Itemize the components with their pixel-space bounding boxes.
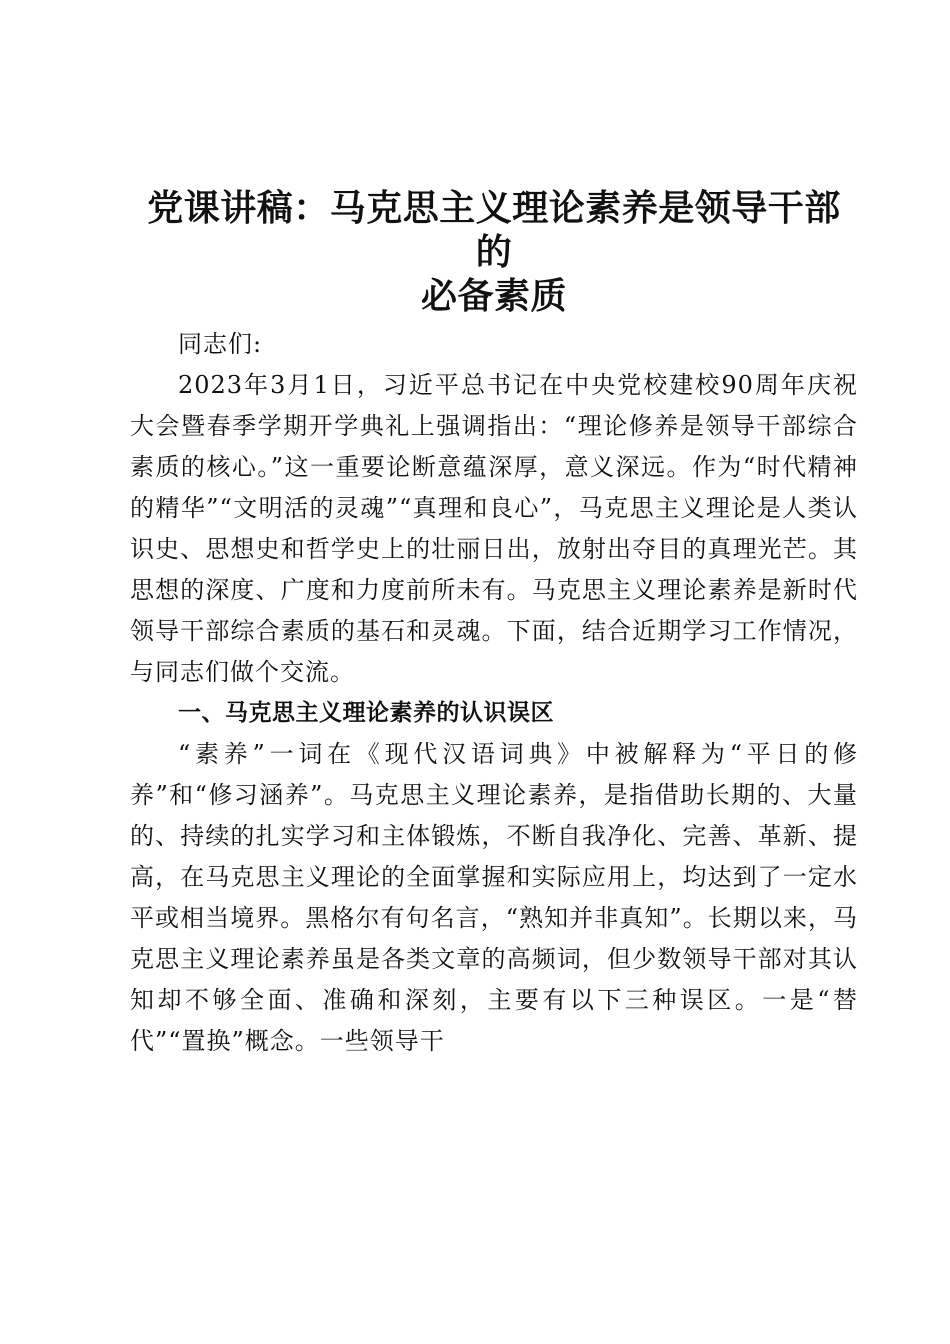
paragraph-section-1: “素养”一词在《现代汉语词典》中被解释为“平日的修养”和“修习涵养”。马克思主义理论素养，是指借助长期的、大量的、持续的扎实学习和主体锻炼，不断自我净化、完善、革新、提高，在马克思主义理论的全面掌握和实际应用上，均达到了一定水平或相当境界。黑格尔有句名言，“熟知并非真知”。长期以来，马克思主义理论素养虽是各类文章的高频词，但少数领导干部对其认知却不够全面、准确和深刻，主要有以下三种误区。一是“替代”“置换”概念。一些领导干 xyxy=(130,740,858,1055)
document-title xyxy=(130,186,858,318)
title-line-1: 党课讲稿：马克思主义理论素养是领导干部的 xyxy=(147,187,841,273)
paragraph-intro: 2023年3月1日，习近平总书记在中央党校建校90周年庆祝大会暨春季学期开学典礼上强调指出：“理论修养是领导干部综合素质的核心。”这一重要论断意蕴深厚，意义深远。作为“时代精神的精华”“文明活的灵魂”“真理和良心”，马克思主义理论是人类认识史、思想史和哲学史上的壮丽日出，放射出夺目的真理光芒。其思想的深度、广度和力度前所未有。马克思主义理论素养是新时代领导干部综合素质的基石和灵魂。下面，结合近期学习工作情况，与同志们做个交流。 xyxy=(130,371,858,686)
title-line-2: 必备素质 xyxy=(420,275,567,317)
section-heading-1: 一、马克思主义理论素养的认识误区 xyxy=(178,700,554,726)
document-body xyxy=(130,186,858,1062)
salutation: 同志们: xyxy=(178,330,263,358)
